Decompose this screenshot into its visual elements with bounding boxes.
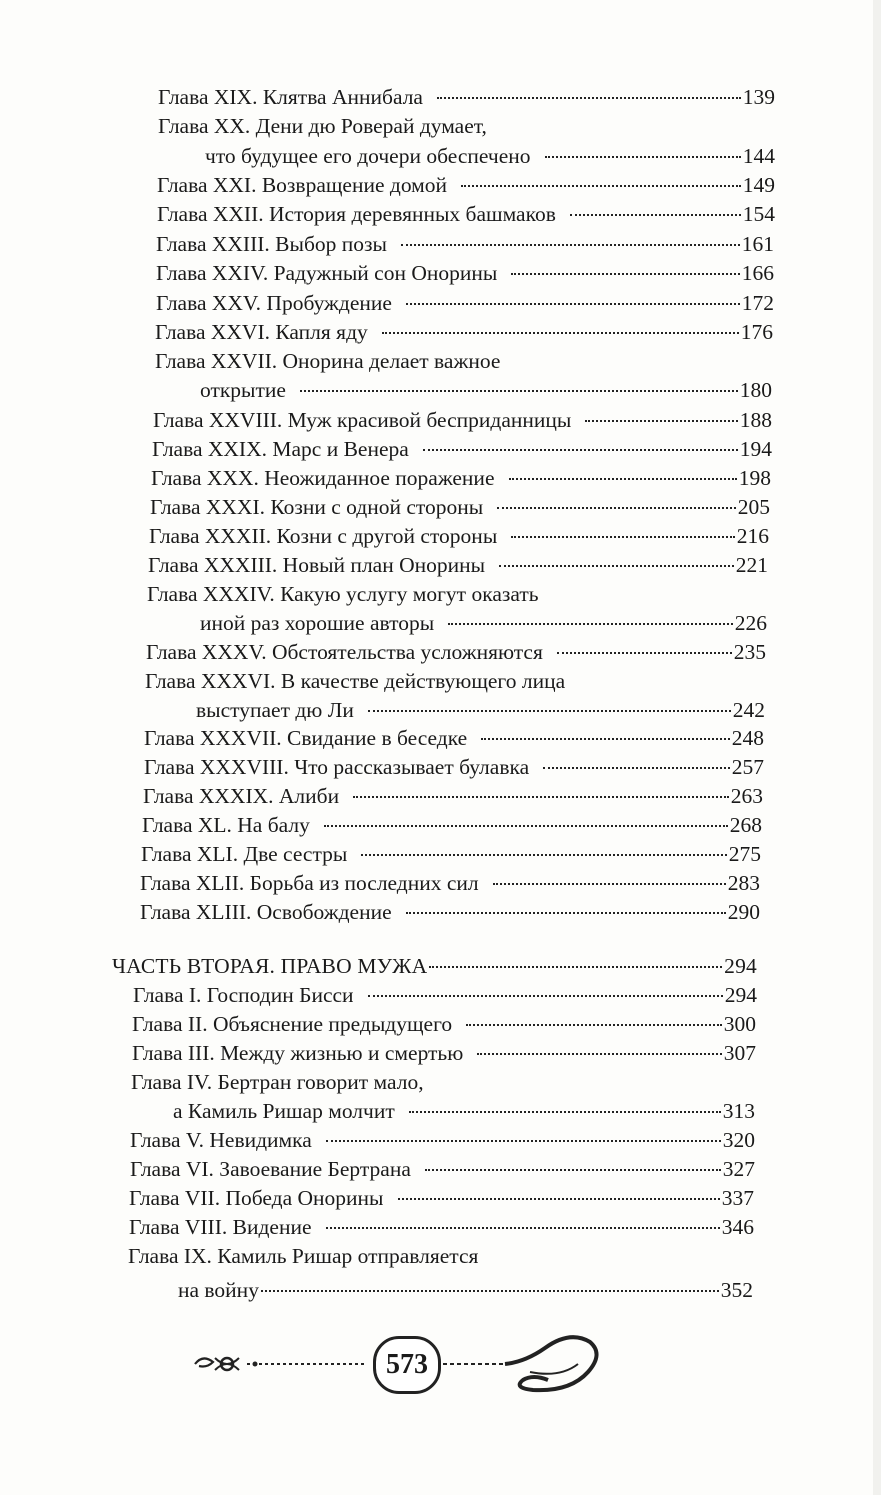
- toc-entry-page: 290: [727, 900, 760, 924]
- toc-entry: [205, 141, 775, 171]
- toc-entry: [149, 521, 769, 551]
- toc-entry: [157, 199, 775, 229]
- toc-entry-page: 294: [724, 983, 757, 1007]
- toc-entry-title: Глава XXX. Неожиданное поражение: [151, 466, 495, 490]
- leader-dots: [493, 883, 726, 885]
- toc-entry: [153, 405, 772, 435]
- toc-entry-title-continued: что будущее его дочери обеспечено: [205, 144, 531, 168]
- toc-entry-title: Глава XLII. Борьба из последних сил: [140, 871, 479, 895]
- toc-entry: [140, 897, 760, 927]
- toc-entry-title: Глава VI. Завоевание Бертрана: [130, 1157, 411, 1181]
- leader-dots: [557, 652, 732, 654]
- leader-dots: [448, 623, 733, 625]
- toc-entry: [151, 463, 771, 493]
- leader-dots: [466, 1024, 722, 1026]
- toc-entry: [152, 434, 772, 464]
- leader-dots: [543, 767, 730, 769]
- toc-entry-title: Глава XXXIV. Какую услугу могут оказать: [147, 582, 539, 606]
- toc-entry-page: 313: [722, 1099, 755, 1123]
- toc-entry-title: Глава XXI. Возвращение домой: [157, 173, 448, 197]
- toc-entry-title: Глава XXVIII. Муж красивой бесприданницы: [153, 408, 572, 432]
- toc-entry: [178, 1275, 753, 1305]
- toc-entry-page: 263: [730, 784, 763, 808]
- leader-dots: [324, 825, 728, 827]
- toc-entry: [133, 980, 757, 1010]
- toc-entry-page: 300: [723, 1012, 756, 1036]
- leader-dots: [326, 1140, 721, 1142]
- toc-entry-title: Глава IX. Камиль Ришар отправляется: [128, 1244, 479, 1268]
- toc-entry-page: 149: [742, 173, 775, 197]
- toc-entry: [132, 1009, 756, 1039]
- toc-entry-page: 198: [738, 466, 771, 490]
- toc-entry-page: 226: [734, 611, 767, 635]
- toc-entry-title: Глава XLIII. Освобождение: [140, 900, 392, 924]
- toc-entry: [142, 810, 762, 840]
- toc-entry: [156, 229, 774, 259]
- toc-entry: [132, 1038, 756, 1068]
- toc-entry-page: 161: [741, 232, 774, 256]
- toc-entry-page: 194: [739, 437, 772, 461]
- toc-entry-title: Глава XIX. Клятва Аннибала: [158, 85, 423, 109]
- leader-dots: [300, 390, 738, 392]
- toc-entry-page: 283: [727, 871, 760, 895]
- leader-dots: [509, 478, 737, 480]
- leader-dots: [368, 995, 723, 997]
- leader-dots: [425, 1169, 721, 1171]
- leader-dots: [437, 97, 741, 99]
- leader-dots: [481, 738, 730, 740]
- toc-entry-title: Глава III. Между жизнью и смертью: [132, 1041, 464, 1065]
- toc-entry-title: Глава VII. Победа Онорины: [129, 1186, 384, 1210]
- leader-dots: [497, 507, 736, 509]
- page-footer-ornament: [185, 1328, 655, 1408]
- toc-entry: [140, 868, 760, 898]
- toc-entry: [156, 288, 774, 318]
- toc-entry: [158, 82, 775, 112]
- toc-entry: [141, 839, 761, 869]
- toc-entry: [200, 375, 772, 405]
- leader-dots: [361, 854, 726, 856]
- toc-entry-title: Глава XXXVIII. Что рассказывает булавка: [144, 755, 530, 779]
- toc-entry: [130, 1154, 755, 1184]
- leader-dots: [406, 303, 740, 305]
- toc-entry-title: Глава XL. На балу: [142, 813, 310, 837]
- toc-entry-title: Глава XXXVI. В качестве действующего лица: [145, 669, 566, 693]
- toc-entry-title: Глава XXIII. Выбор позы: [156, 232, 387, 256]
- toc-entry-title: Глава XLI. Две сестры: [141, 842, 348, 866]
- toc-entry-page: 352: [720, 1278, 753, 1302]
- toc-entry-title: Глава XXXI. Козни с одной стороны: [150, 495, 484, 519]
- toc-entry: [144, 723, 764, 753]
- toc-entry-title-continued: открытие: [200, 378, 286, 402]
- leader-dots: [423, 449, 738, 451]
- toc-entry-page: 139: [742, 85, 775, 109]
- toc-entry: [129, 1212, 754, 1242]
- leader-dots: [499, 565, 734, 567]
- toc-entry-page: 320: [722, 1128, 755, 1152]
- toc-entry-page: 154: [742, 202, 775, 226]
- toc-entry: [156, 258, 774, 288]
- toc-entry-title: Глава XXVII. Онорина делает важное: [155, 349, 501, 373]
- toc-entry: [173, 1096, 755, 1126]
- toc-entry-page: 176: [740, 320, 773, 344]
- toc-entry-title: Глава XXXIII. Новый план Онорины: [148, 553, 486, 577]
- toc-entry-page: 205: [737, 495, 770, 519]
- toc-part-heading: [112, 951, 757, 981]
- leader-dots: [545, 156, 741, 158]
- leader-dots: [429, 966, 722, 968]
- leader-dots: [261, 1290, 719, 1292]
- toc-entry: [150, 492, 770, 522]
- toc-entry-page: 166: [741, 261, 774, 285]
- toc-entry: [200, 608, 767, 638]
- leader-dots: [409, 1111, 721, 1113]
- toc-entry-title: Глава V. Невидимка: [130, 1128, 312, 1152]
- toc-entry-title: Глава XXIX. Марс и Венера: [152, 437, 409, 461]
- toc-entry: [130, 1125, 755, 1155]
- toc-entry: [144, 752, 764, 782]
- leader-dots: [368, 710, 731, 712]
- toc-entry-page: 180: [739, 378, 772, 402]
- part-page: 294: [724, 954, 757, 978]
- toc-entry-page: 216: [736, 524, 769, 548]
- toc-entry-title: Глава XXV. Пробуждение: [156, 291, 392, 315]
- toc-entry-title: Глава XXVI. Капля яду: [155, 320, 368, 344]
- toc-entry-page: 307: [723, 1041, 756, 1065]
- toc-entry-title-continued: на войну: [178, 1278, 259, 1302]
- toc-entry-page: 268: [729, 813, 762, 837]
- toc-entry: [157, 170, 775, 200]
- toc-entry: [196, 695, 765, 725]
- leader-dots: [511, 536, 734, 538]
- toc-entry-title: Глава XXXVII. Свидание в беседке: [144, 726, 468, 750]
- toc-entry-page: 257: [731, 755, 764, 779]
- toc-entry-title: Глава XXII. История деревянных башмаков: [157, 202, 556, 226]
- leader-dots: [477, 1053, 721, 1055]
- page-number: 573: [373, 1336, 441, 1394]
- toc-entry-title-continued: выступает дю Ли: [196, 698, 354, 722]
- toc-entry-page: 221: [735, 553, 768, 577]
- toc-entry-title: Глава VIII. Видение: [129, 1215, 312, 1239]
- leader-dots: [326, 1227, 720, 1229]
- toc-entry-title: Глава XX. Дени дю Роверай думает,: [158, 114, 487, 138]
- toc-entry: [146, 637, 766, 667]
- toc-entry-page: 346: [721, 1215, 754, 1239]
- leader-dots: [382, 332, 739, 334]
- leader-dots: [406, 912, 726, 914]
- leader-dots: [511, 273, 739, 275]
- toc-entry: [143, 781, 763, 811]
- toc-entry-page: 172: [741, 291, 774, 315]
- toc-entry-title-continued: иной раз хорошие авторы: [200, 611, 435, 635]
- leader-dots: [461, 185, 741, 187]
- toc-entry-title: Глава XXIV. Радужный сон Онорины: [156, 261, 498, 285]
- leader-dots: [353, 796, 729, 798]
- toc-entry-page: 327: [722, 1157, 755, 1181]
- leader-dots: [570, 214, 741, 216]
- toc-entry-page: 188: [739, 408, 772, 432]
- toc-entry-page: 275: [728, 842, 761, 866]
- toc-entry-title: Глава XXXII. Козни с другой стороны: [149, 524, 498, 548]
- toc-entry: [155, 317, 773, 347]
- page-edge: [873, 0, 881, 1495]
- toc-entry: [148, 550, 768, 580]
- toc-entry-page: 248: [731, 726, 764, 750]
- toc-entry: [129, 1183, 754, 1213]
- toc-entry-title: Глава II. Объяснение предыдущего: [132, 1012, 453, 1036]
- toc-entry-title-continued: а Камиль Ришар молчит: [173, 1099, 395, 1123]
- toc-entry-page: 235: [733, 640, 766, 664]
- toc-entry-page: 144: [742, 144, 775, 168]
- leader-dots: [398, 1198, 720, 1200]
- leader-dots: [401, 244, 740, 246]
- toc-entry-title: Глава IV. Бертран говорит мало,: [131, 1070, 424, 1094]
- toc-entry-page: 337: [721, 1186, 754, 1210]
- part-title: ЧАСТЬ ВТОРАЯ. ПРАВО МУЖА: [112, 954, 428, 978]
- toc-entry-page: 242: [732, 698, 765, 722]
- toc-entry-title: Глава XXXV. Обстоятельства усложняются: [146, 640, 543, 664]
- toc-entry-title: Глава XXXIX. Алиби: [143, 784, 340, 808]
- leader-dots: [585, 420, 737, 422]
- toc-entry-title: Глава I. Господин Бисси: [133, 983, 354, 1007]
